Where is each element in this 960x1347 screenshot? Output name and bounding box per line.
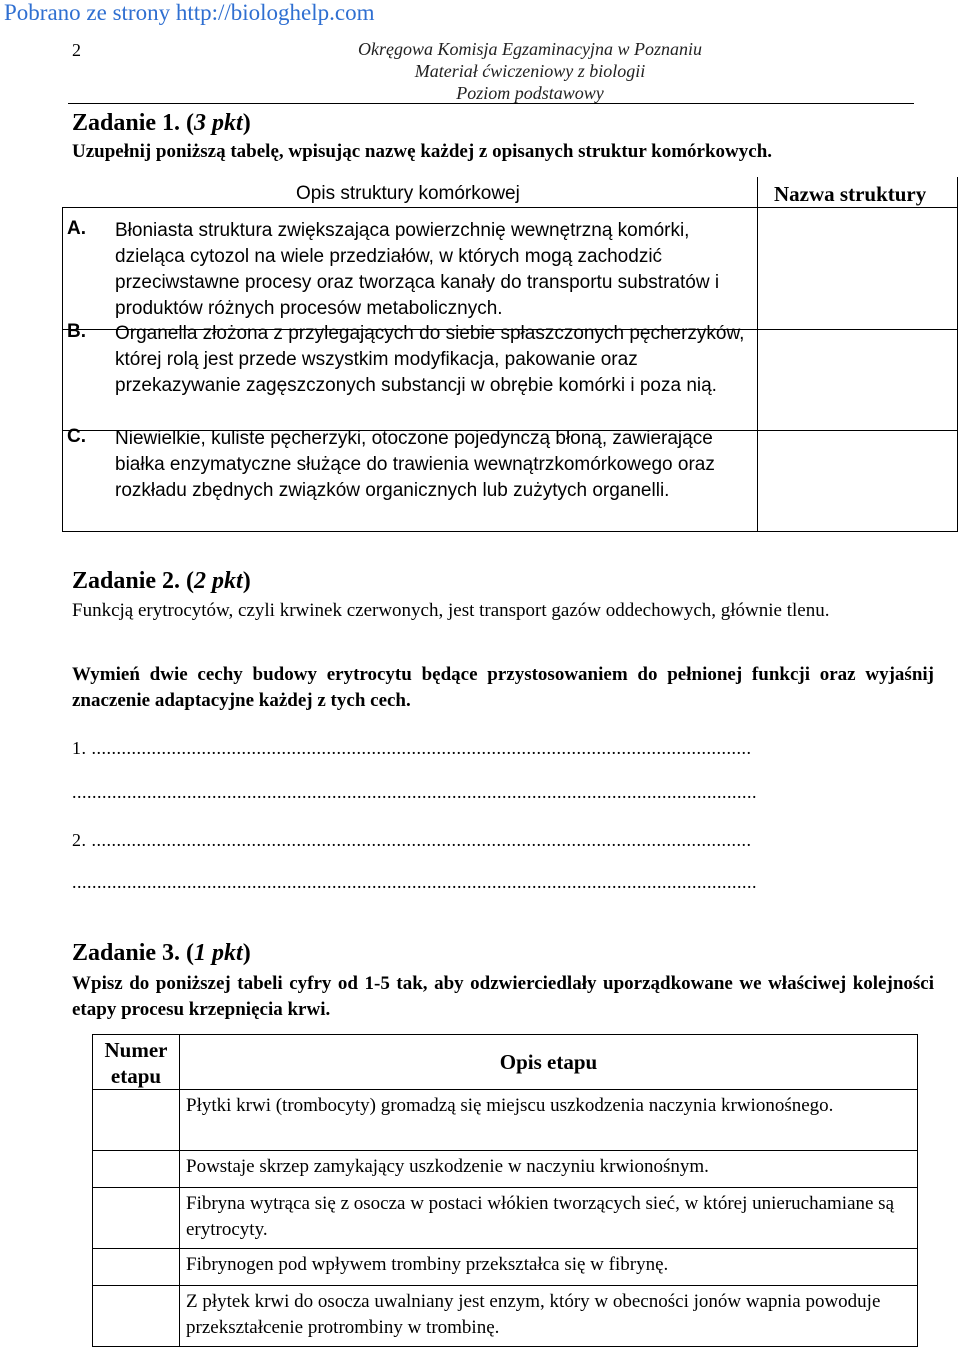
table-row [93,1286,918,1347]
table-column-divider [757,177,758,531]
page-number: 2 [72,40,81,60]
stages-table [92,1034,918,1347]
row-letter: C. [67,426,86,447]
task1-points: 3 pkt [194,110,243,136]
stage-description: Płytki krwi (trombocyty) gromadzą się miejscu uszkodzenia naczynia krwionośnego. [180,1090,918,1151]
table-right-edge [957,177,958,531]
task2-title [72,568,251,595]
table-row [93,1249,918,1286]
task1-title-suffix: ) [242,110,251,136]
row-letter: A. [67,218,86,239]
header-rule [68,103,914,104]
task1-instruction: Uzupełnij poniższą tabelę, wpisując nazwę każdej z opisanych struktur komórkowych. [72,141,773,162]
page-header [300,38,760,104]
stage-description: Fibrynogen pod wpływem trombiny przekształca się w fibrynę. [180,1249,918,1286]
table-row [93,1151,918,1188]
task3-title [72,940,251,967]
answer-line[interactable]: 1. .................................................................................................................................... [72,738,752,758]
task1-title-prefix: Zadanie 1. ( [72,110,195,136]
task3-title-suffix: ) [242,940,251,966]
answer-line[interactable]: ......................................................................................................................................... [72,782,757,802]
row-letter: B. [67,321,86,342]
answer-line[interactable]: ......................................................................................................................................... [72,872,757,892]
table-row [93,1090,918,1151]
col-header-description: Opis etapu [180,1035,918,1090]
col-header-name: Nazwa struktury [774,182,927,206]
stage-number-cell[interactable] [93,1249,180,1286]
task1-title [72,110,251,137]
header-line-3: Poziom podstawowy [456,83,604,103]
task2-points: 2 pkt [194,568,243,594]
task3-points: 1 pkt [194,940,243,966]
col-header-description: Opis struktury komórkowej [296,183,520,204]
row-description: Błoniasta struktura zwiększająca powierzchnię wewnętrzną komórki, dzieląca cytozol na wiele przedziałów, w których mogą zachodzić przeciwstawne procesy oraz tworząca kanały do transportu substratów i produktów różnych procesów metabolicznych. [115,220,720,319]
task3-instruction: Wpisz do poniższej tabeli cyfry od 1-5 tak, aby odzwierciedlały uporządkowane we właściwej kolejności etapy procesu krzepnięcia krwi. [72,973,934,1020]
col-header-number: Numer etapu [93,1035,180,1090]
task3-title-prefix: Zadanie 3. ( [72,940,195,966]
stage-description: Powstaje skrzep zamykający uszkodzenie w naczyniu krwionośnym. [180,1151,918,1188]
header-line-2: Materiał ćwiczeniowy z biologii [414,61,646,81]
task2-instruction: Wymień dwie cechy budowy erytrocytu będące przystosowaniem do pełnionej funkcji oraz wyjaśnij znaczenie adaptacyjne każdej z tych cech. [72,664,934,711]
watermark-text: Pobrano ze strony http://biologhelp.com [4,0,375,25]
stage-number-cell[interactable] [93,1286,180,1347]
table-header-row [93,1035,918,1090]
row-description: Niewielkie, kuliste pęcherzyki, otoczone pojedynczą błoną, zawierające białka enzymatyczne służące do trawienia wewnątrzkomórkowego oraz rozkładu zbędnych związków organicznych lub zużytych organelli. [115,428,715,501]
stage-number-cell[interactable] [93,1188,180,1249]
table-rule [62,531,958,532]
task2-title-suffix: ) [242,568,251,594]
structures-table [62,177,958,531]
stage-description: Z płytek krwi do osocza uwalniany jest enzym, który w obecności jonów wapnia powoduje przekształcenie protrombiny w trombinę. [180,1286,918,1347]
row-description: Organella złożona z przylegających do siebie spłaszczonych pęcherzyków, której rolą jest przede wszystkim modyfikacja, pakowanie oraz przekazywanie zagęszczonych substancji w obrębie komórki i poza nią. [115,323,745,396]
stage-number-cell[interactable] [93,1151,180,1188]
stage-description: Fibryna wytrąca się z osocza w postaci włókien tworzących sieć, w której unieruchamiane są erytrocyty. [180,1188,918,1249]
table-rule [62,207,958,208]
header-line-1: Okręgowa Komisja Egzaminacyjna w Poznaniu [358,39,702,59]
answer-line[interactable]: 2. .................................................................................................................................... [72,830,752,850]
table-row [93,1188,918,1249]
task2-intro: Funkcją erytrocytów, czyli krwinek czerwonych, jest transport gazów oddechowych, głównie tlenu. [72,600,830,621]
task2-title-prefix: Zadanie 2. ( [72,568,195,594]
table-left-edge [62,207,63,531]
stage-number-cell[interactable] [93,1090,180,1151]
